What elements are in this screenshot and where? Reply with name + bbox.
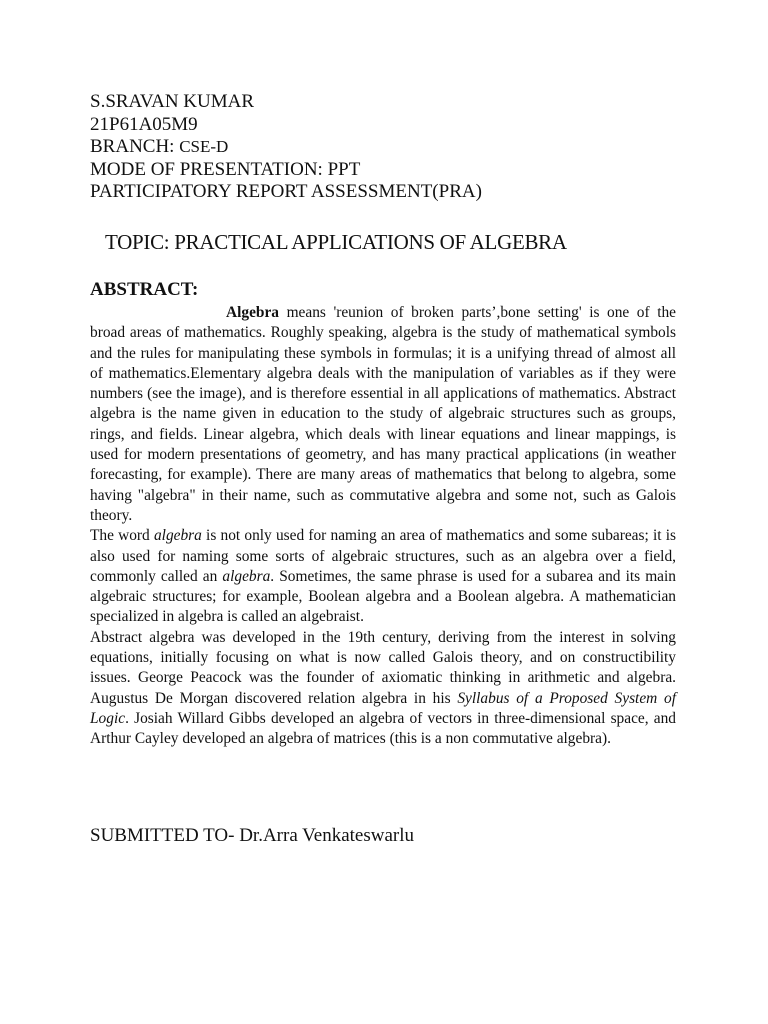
- abstract-paragraph-1: [90, 303, 676, 526]
- topic-label: TOPIC:: [105, 230, 175, 254]
- roll-number: 21P61A05M9: [90, 113, 198, 135]
- book-title: Syllabus of a Proposed System of Logic: [90, 689, 676, 727]
- italic-term: algebra: [222, 567, 271, 585]
- abstract-paragraph-2: [90, 526, 676, 627]
- paragraph-text: The word: [90, 527, 154, 545]
- branch-value: CSE-D: [179, 137, 229, 156]
- bold-term: Algebra: [226, 304, 280, 321]
- submitted-label: SUBMITTED TO-: [90, 825, 240, 846]
- branch-line: [90, 136, 690, 159]
- abstract-heading: ABSTRACT:: [90, 279, 199, 300]
- student-info-block: [90, 91, 690, 204]
- paragraph-text: means 'reunion of broken parts’,bone setting' is one of the broad areas of mathematics. Roughly speaking, algebra is the study of mathematical symbols and the rules for manipulating these symbols in formulas; it is a unifying thread of almost all of mathematics.Elementary algebra deals with the manipulation of variables as if they were numbers (see the image), and is therefore essential in all applications of mathematics. Abstract algebra is the name given in education to the study of algebraic structures such as groups, rings, and fields. Linear algebra, which deals with linear equations and linear mappings, is used for modern presentations of geometry, and has many practical applications (in weather forecasting, for example). There are many areas of mathematics that belong to algebra, some having "algebra" in their name, such as commutative algebra and some not, such as Galois theory.: [90, 304, 676, 524]
- paragraph-text: . Josiah Willard Gibbs developed an algebra of vectors in three-dimensional space, and Arthur Cayley developed an algebra of matrices (this is a non commutative algebra).: [90, 709, 676, 748]
- abstract-paragraph-3: [90, 628, 676, 750]
- submitted-name: Dr.Arra Venkateswarlu: [239, 825, 415, 846]
- submitted-to: [90, 824, 414, 848]
- topic-title: PRACTICAL APPLICATIONS OF ALGEBRA: [174, 230, 567, 254]
- paragraph-text: is not only used for naming an area of mathematics and some subareas; it is also used for naming some sorts of algebraic structures, such as an algebra over a field, commonly called an: [90, 527, 676, 585]
- paragraph-text: . Sometimes, the same phrase is used for a subarea and its main algebraic structures; for example, Boolean algebra and a Boolean algebra. A mathematician specialized in algebra is called an algebraist.: [90, 567, 676, 626]
- italic-term: algebra: [153, 527, 202, 545]
- assessment-type: PARTICIPATORY REPORT ASSESSMENT(PRA): [90, 181, 482, 202]
- paragraph-text: Abstract algebra was developed in the 19th century, deriving from the interest in solving equations, initially focusing on what is now called Galois theory, and on constructibility issues. George Peacock was the founder of axiomatic thinking in arithmetic and algebra. Augustus De Morgan discovered relation algebra in his: [90, 628, 676, 707]
- branch-label: BRANCH:: [90, 136, 180, 157]
- abstract-body: [90, 303, 676, 750]
- topic-heading: [105, 229, 567, 255]
- student-name: S.SRAVAN KUMAR: [90, 91, 255, 112]
- presentation-mode: MODE OF PRESENTATION: PPT: [90, 158, 361, 180]
